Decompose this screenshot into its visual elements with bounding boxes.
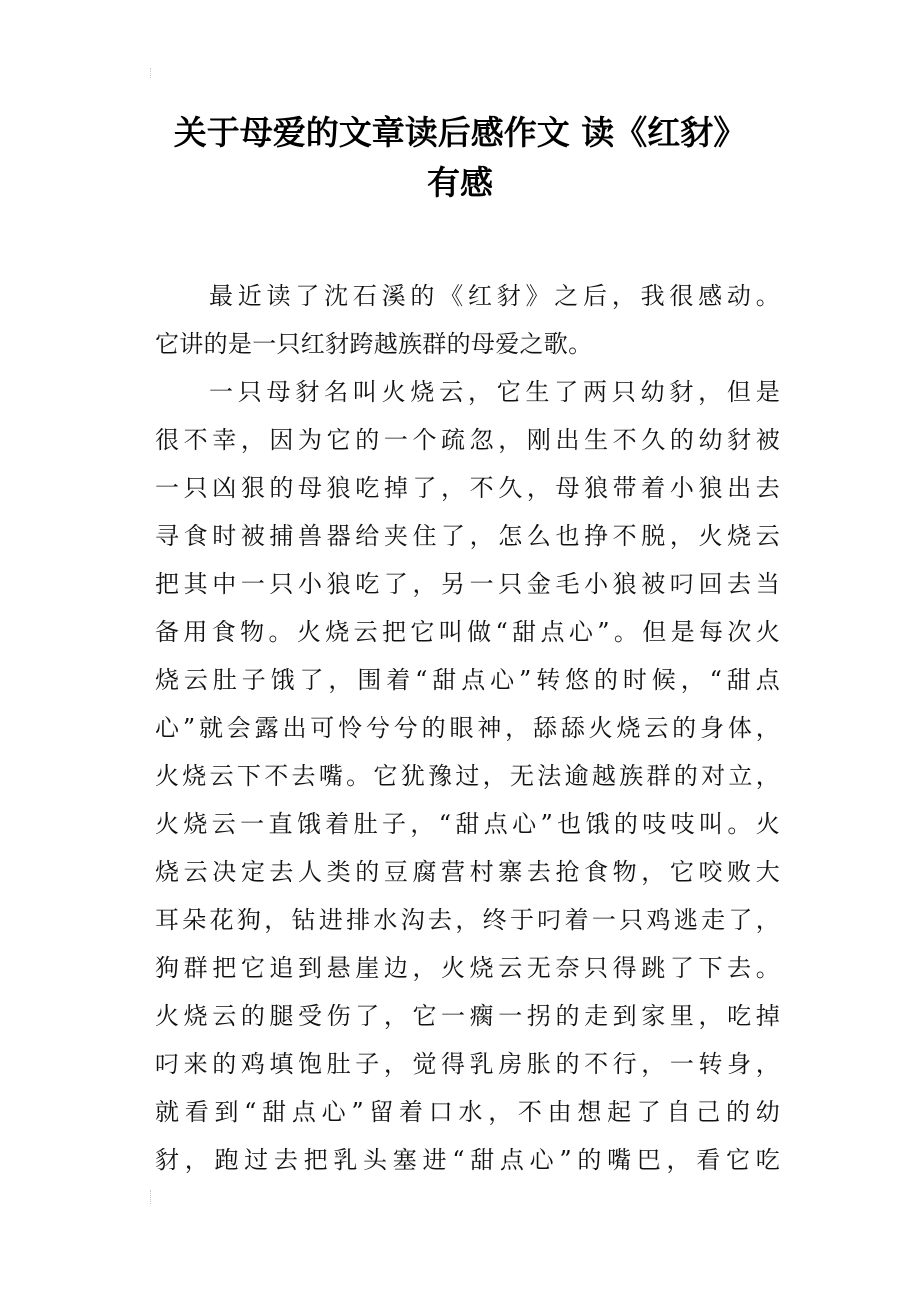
paragraph-line: 烧云决定去人类的豆腐营村寨去抢食物，它咬败大 (155, 858, 780, 886)
paragraph-line: 烧云肚子饿了，围着“甜点心”转悠的时候，“甜点 (155, 666, 780, 694)
corner-crop-mark (150, 68, 155, 78)
paragraph-line: 很不幸，因为它的一个疏忽，刚出生不久的幼豺被 (155, 426, 780, 454)
paragraph-line: 耳朵花狗，钻进排水沟去，终于叼着一只鸡逃走了， (155, 906, 780, 934)
paragraph-line: 叼来的鸡填饱肚子，觉得乳房胀的不行，一转身， (155, 1050, 780, 1078)
title-line: 有感 (427, 163, 493, 202)
corner-crop-mark (150, 1190, 155, 1204)
title-line: 关于母爱的文章读后感作文 读《红豺》 (173, 113, 747, 152)
paragraph-line: 火烧云的腿受伤了，它一瘸一拐的走到家里，吃掉 (155, 1002, 780, 1030)
paragraph-line: 寻食时被捕兽器给夹住了，怎么也挣不脱，火烧云 (155, 522, 780, 550)
paragraph-line: 把其中一只小狼吃了，另一只金毛小狼被叼回去当 (155, 570, 780, 598)
paragraph-line: 心”就会露出可怜兮兮的眼神，舔舔火烧云的身体， (155, 714, 780, 742)
paragraph-line: 一只母豺名叫火烧云，它生了两只幼豺，但是 (209, 378, 780, 406)
paragraph-line: 火烧云一直饿着肚子，“甜点心”也饿的吱吱叫。火 (155, 810, 780, 838)
paragraph-line: 最近读了沈石溪的《红豺》之后，我很感动。 (209, 282, 780, 310)
paragraph-line: 火烧云下不去嘴。它犹豫过，无法逾越族群的对立， (155, 762, 780, 790)
paragraph-line: 一只凶狠的母狼吃掉了，不久，母狼带着小狼出去 (155, 474, 780, 502)
paragraph-line: 就看到“甜点心”留着口水，不由想起了自己的幼 (155, 1098, 780, 1126)
paragraph-line: 备用食物。火烧云把它叫做“甜点心”。但是每次火 (155, 618, 780, 646)
article-body (155, 272, 780, 1184)
paragraph-line: 狗群把它追到悬崖边，火烧云无奈只得跳了下去。 (155, 954, 780, 982)
document-title (120, 108, 800, 208)
paragraph-line: 它讲的是一只红豺跨越族群的母爱之歌。 (155, 330, 593, 358)
paragraph-line: 豺，跑过去把乳头塞进“甜点心”的嘴巴，看它吃 (155, 1146, 780, 1174)
